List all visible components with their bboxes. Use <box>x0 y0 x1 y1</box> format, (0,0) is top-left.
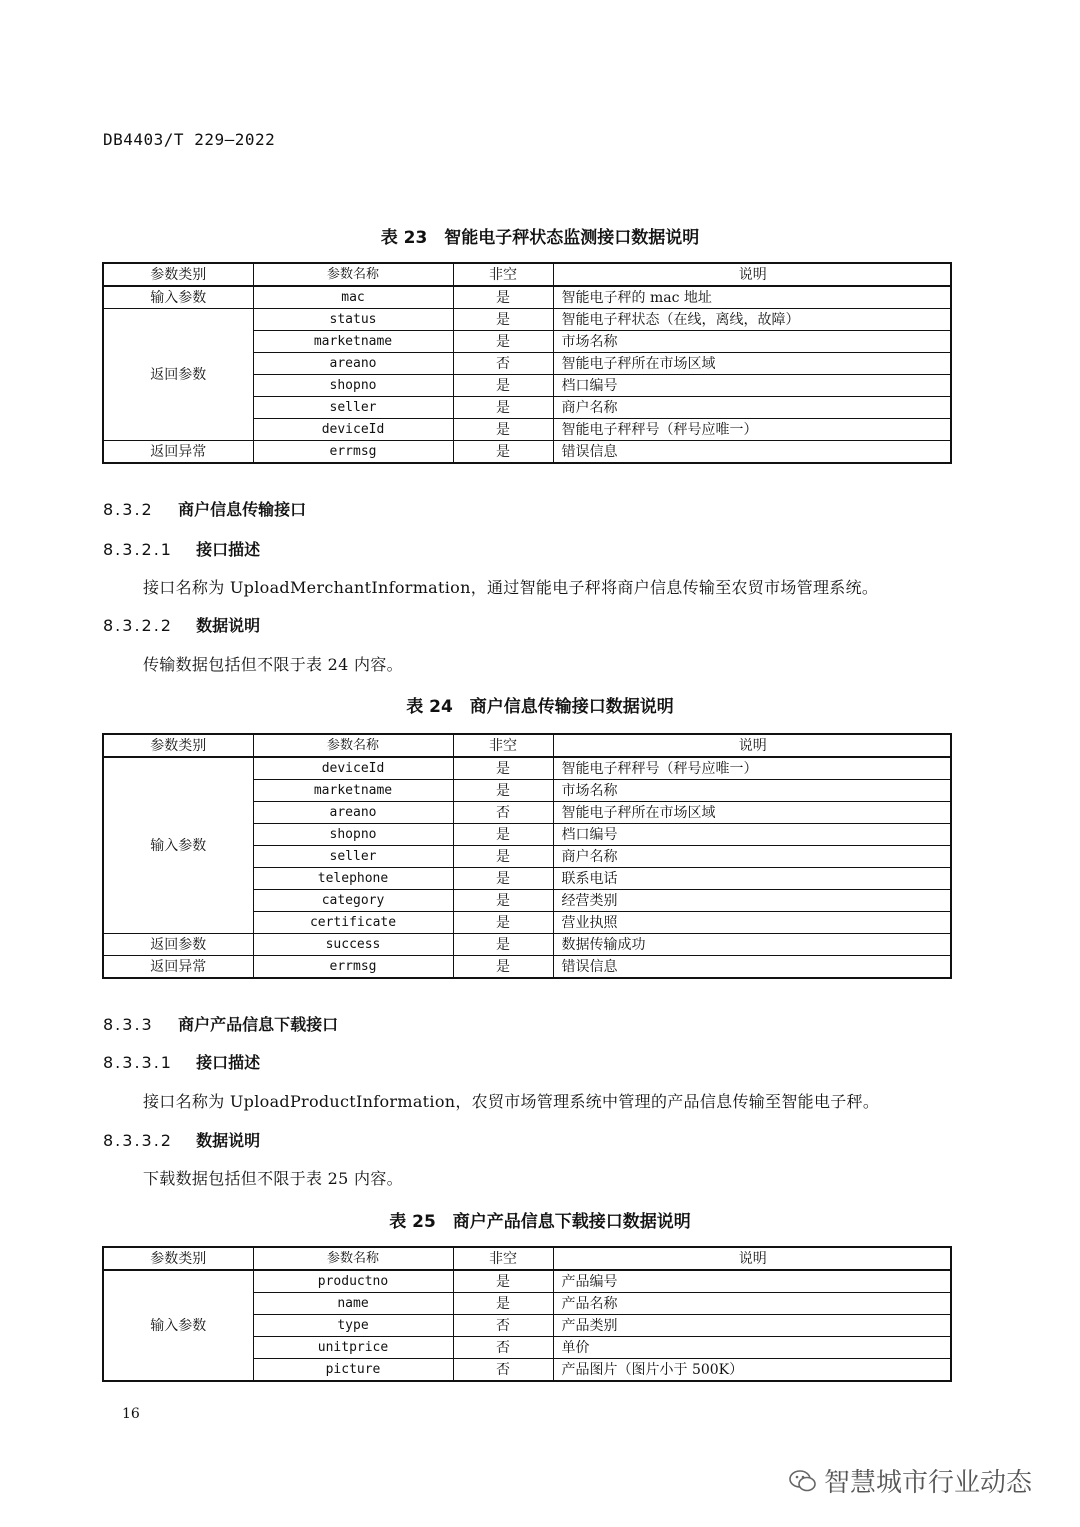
table-23-caption: 表 23 智能电子秤状态监测接口数据说明 <box>380 228 700 248</box>
param-category: 输入参数 <box>103 286 253 309</box>
param-name: shopno <box>253 824 453 846</box>
param-required: 是 <box>453 757 553 780</box>
table-row <box>103 956 951 979</box>
section-number: 8.3.2.2 <box>103 616 173 635</box>
param-name: deviceId <box>253 419 453 441</box>
param-name: shopno <box>253 375 453 397</box>
header-category: 参数类别 <box>103 1247 253 1270</box>
param-description: 市场名称 <box>553 780 951 802</box>
param-description: 智能电子秤的 mac 地址 <box>553 286 951 309</box>
header-description: 说明 <box>553 1247 951 1270</box>
section-number: 8.3.3.2 <box>103 1131 173 1150</box>
table-24 <box>102 733 952 979</box>
section-number: 8.3.2.1 <box>103 540 173 559</box>
param-required: 否 <box>453 1359 553 1382</box>
param-required: 是 <box>453 912 553 934</box>
section-number: 8.3.3.1 <box>103 1053 173 1072</box>
param-required: 否 <box>453 1337 553 1359</box>
param-name: certificate <box>253 912 453 934</box>
watermark-text: 智慧城市行业动态 <box>824 1468 1033 1498</box>
page-number: 16 <box>122 1406 140 1422</box>
param-name: seller <box>253 846 453 868</box>
table-24-caption: 表 24 商户信息传输接口数据说明 <box>406 697 674 717</box>
param-name: unitprice <box>253 1337 453 1359</box>
header-required: 非空 <box>453 263 553 286</box>
param-required: 是 <box>453 441 553 464</box>
table-row <box>103 309 951 331</box>
param-description: 智能电子秤所在市场区域 <box>553 802 951 824</box>
param-name: marketname <box>253 331 453 353</box>
param-description: 智能电子秤状态（在线，离线，故障） <box>553 309 951 331</box>
param-name: errmsg <box>253 441 453 464</box>
document-code: DB4403/T 229—2022 <box>103 130 276 149</box>
header-description: 说明 <box>553 734 951 757</box>
param-description: 单价 <box>553 1337 951 1359</box>
section-8-3-3 <box>103 1012 338 1035</box>
paragraph-8-3-2-2: 传输数据包括但不限于表 24 内容。 <box>143 655 403 674</box>
param-description: 档口编号 <box>553 824 951 846</box>
section-title: 接口描述 <box>196 540 261 559</box>
param-name: name <box>253 1293 453 1315</box>
param-category: 返回异常 <box>103 441 253 464</box>
section-title: 数据说明 <box>196 616 261 635</box>
param-name: telephone <box>253 868 453 890</box>
param-name: success <box>253 934 453 956</box>
section-8-3-3-2 <box>103 1128 260 1151</box>
param-category: 输入参数 <box>103 757 253 934</box>
header-required: 非空 <box>453 734 553 757</box>
table-25-caption: 表 25 商户产品信息下载接口数据说明 <box>389 1212 691 1232</box>
header-required: 非空 <box>453 1247 553 1270</box>
param-name: status <box>253 309 453 331</box>
param-required: 是 <box>453 397 553 419</box>
header-param-name: 参数名称 <box>253 734 453 757</box>
param-required: 是 <box>453 331 553 353</box>
param-name: category <box>253 890 453 912</box>
param-description: 经营类别 <box>553 890 951 912</box>
param-description: 营业执照 <box>553 912 951 934</box>
param-required: 是 <box>453 1293 553 1315</box>
param-required: 是 <box>453 780 553 802</box>
header-category: 参数类别 <box>103 734 253 757</box>
header-param-name: 参数名称 <box>253 263 453 286</box>
param-required: 是 <box>453 824 553 846</box>
table-row <box>103 441 951 464</box>
section-8-3-2-2 <box>103 613 260 636</box>
param-name: areano <box>253 353 453 375</box>
param-description: 市场名称 <box>553 331 951 353</box>
param-category: 输入参数 <box>103 1270 253 1381</box>
param-category: 返回异常 <box>103 956 253 979</box>
paragraph-8-3-3-2: 下载数据包括但不限于表 25 内容。 <box>143 1169 403 1188</box>
param-name: productno <box>253 1270 453 1293</box>
param-required: 是 <box>453 934 553 956</box>
section-title: 接口描述 <box>196 1053 261 1072</box>
table-row <box>103 757 951 780</box>
param-category: 返回参数 <box>103 934 253 956</box>
param-description: 联系电话 <box>553 868 951 890</box>
param-name: deviceId <box>253 757 453 780</box>
section-number: 8.3.2 <box>103 500 154 519</box>
param-description: 产品图片（图片小于 500K） <box>553 1359 951 1382</box>
param-name: marketname <box>253 780 453 802</box>
param-description: 产品类别 <box>553 1315 951 1337</box>
param-description: 智能电子秤秤号（秤号应唯一） <box>553 419 951 441</box>
param-description: 商户名称 <box>553 397 951 419</box>
section-title: 商户产品信息下载接口 <box>178 1015 339 1034</box>
param-description: 错误信息 <box>553 441 951 464</box>
table-row <box>103 286 951 309</box>
table-25 <box>102 1246 952 1382</box>
param-name: areano <box>253 802 453 824</box>
param-description: 智能电子秤所在市场区域 <box>553 353 951 375</box>
param-required: 是 <box>453 846 553 868</box>
table-header-row <box>103 263 951 286</box>
paragraph-8-3-2-1: 接口名称为 UploadMerchantInformation，通过智能电子秤将商户信息传输至农贸市场管理系统。 <box>143 578 879 597</box>
param-required: 是 <box>453 868 553 890</box>
section-title: 商户信息传输接口 <box>178 500 307 519</box>
table-row <box>103 1270 951 1293</box>
param-category: 返回参数 <box>103 309 253 441</box>
param-name: errmsg <box>253 956 453 979</box>
param-required: 是 <box>453 286 553 309</box>
param-description: 商户名称 <box>553 846 951 868</box>
section-8-3-2-1 <box>103 537 260 560</box>
param-required: 是 <box>453 1270 553 1293</box>
param-description: 档口编号 <box>553 375 951 397</box>
header-param-name: 参数名称 <box>253 1247 453 1270</box>
header-category: 参数类别 <box>103 263 253 286</box>
param-description: 数据传输成功 <box>553 934 951 956</box>
section-number: 8.3.3 <box>103 1015 154 1034</box>
param-name: type <box>253 1315 453 1337</box>
table-23 <box>102 262 952 464</box>
section-title: 数据说明 <box>196 1131 261 1150</box>
header-description: 说明 <box>553 263 951 286</box>
param-required: 是 <box>453 419 553 441</box>
param-required: 否 <box>453 353 553 375</box>
table-header-row <box>103 734 951 757</box>
param-required: 否 <box>453 802 553 824</box>
param-name: picture <box>253 1359 453 1382</box>
param-description: 错误信息 <box>553 956 951 979</box>
param-description: 智能电子秤秤号（秤号应唯一） <box>553 757 951 780</box>
param-name: mac <box>253 286 453 309</box>
table-row <box>103 934 951 956</box>
table-header-row <box>103 1247 951 1270</box>
wechat-icon <box>788 1466 818 1496</box>
section-8-3-2 <box>103 497 306 520</box>
param-description: 产品名称 <box>553 1293 951 1315</box>
param-required: 否 <box>453 1315 553 1337</box>
param-description: 产品编号 <box>553 1270 951 1293</box>
section-8-3-3-1 <box>103 1050 260 1073</box>
param-name: seller <box>253 397 453 419</box>
param-required: 是 <box>453 890 553 912</box>
param-required: 是 <box>453 375 553 397</box>
paragraph-8-3-3-1: 接口名称为 UploadProductInformation，农贸市场管理系统中管理的产品信息传输至智能电子秤。 <box>143 1092 880 1111</box>
param-required: 是 <box>453 956 553 979</box>
watermark <box>788 1462 1032 1499</box>
param-required: 是 <box>453 309 553 331</box>
